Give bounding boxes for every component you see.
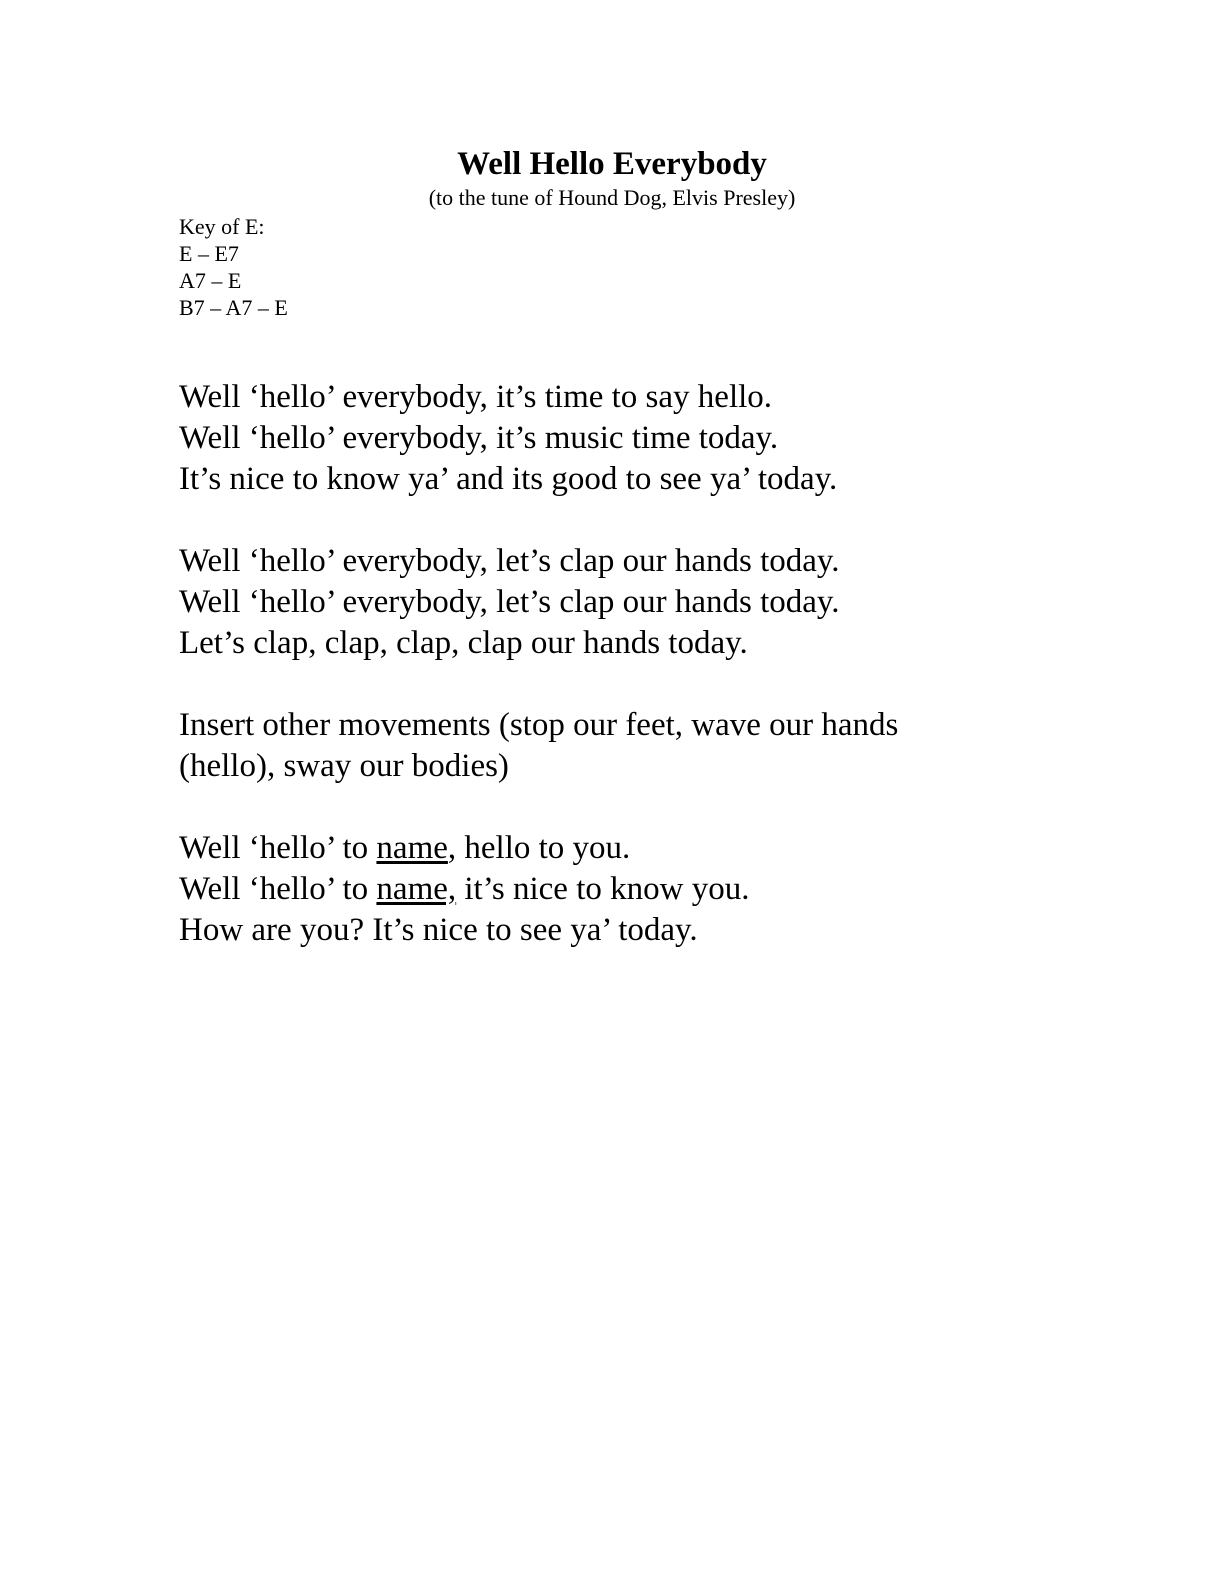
key-label: Key of E: [179,214,265,239]
song-title: Well Hello Everybody [457,146,767,182]
lyric-line [179,869,898,910]
stanza-1 [179,377,898,500]
chord-line: B7 – A7 – E [179,295,288,320]
lyric-line: Let’s clap, clap, clap, clap our hands today. [179,625,748,661]
stanza-2 [179,541,898,664]
chord-line: A7 – E [179,268,242,293]
stanza-4 [179,828,898,951]
lyric-line: Well ‘hello’ everybody, it’s music time today. [179,420,779,456]
song-subtitle: (to the tune of Hound Dog, Elvis Presley) [428,185,796,210]
lyric-line: How are you? It’s nice to see ya’ today. [179,912,698,948]
lyric-line: Well ‘hello’ everybody, let’s clap our hands today. [179,543,840,579]
lyric-text: , hello to you. [447,830,631,866]
lyric-line: It’s nice to know ya’ and its good to see ya’ today. [179,461,838,497]
lyric-text: Well ‘hello’ to [179,830,377,866]
lyrics [179,377,898,992]
instruction-line: Insert other movements (stop our feet, wave our hands [179,707,899,743]
chord-progression [179,213,288,321]
lyric-text: it’s nice to know you. [456,871,750,907]
stanza-3 [179,705,898,787]
lyric-line: Well ‘hello’ everybody, let’s clap our hands today. [179,584,840,620]
name-placeholder: name, [376,871,457,907]
chord-line: E – E7 [179,241,239,266]
lyric-text: Well ‘hello’ to [179,871,377,907]
lyric-line: Well ‘hello’ everybody, it’s time to say hello. [179,379,773,415]
lyric-line [179,828,898,869]
name-placeholder: name [376,830,448,866]
instruction-line: (hello), sway our bodies) [179,748,509,784]
